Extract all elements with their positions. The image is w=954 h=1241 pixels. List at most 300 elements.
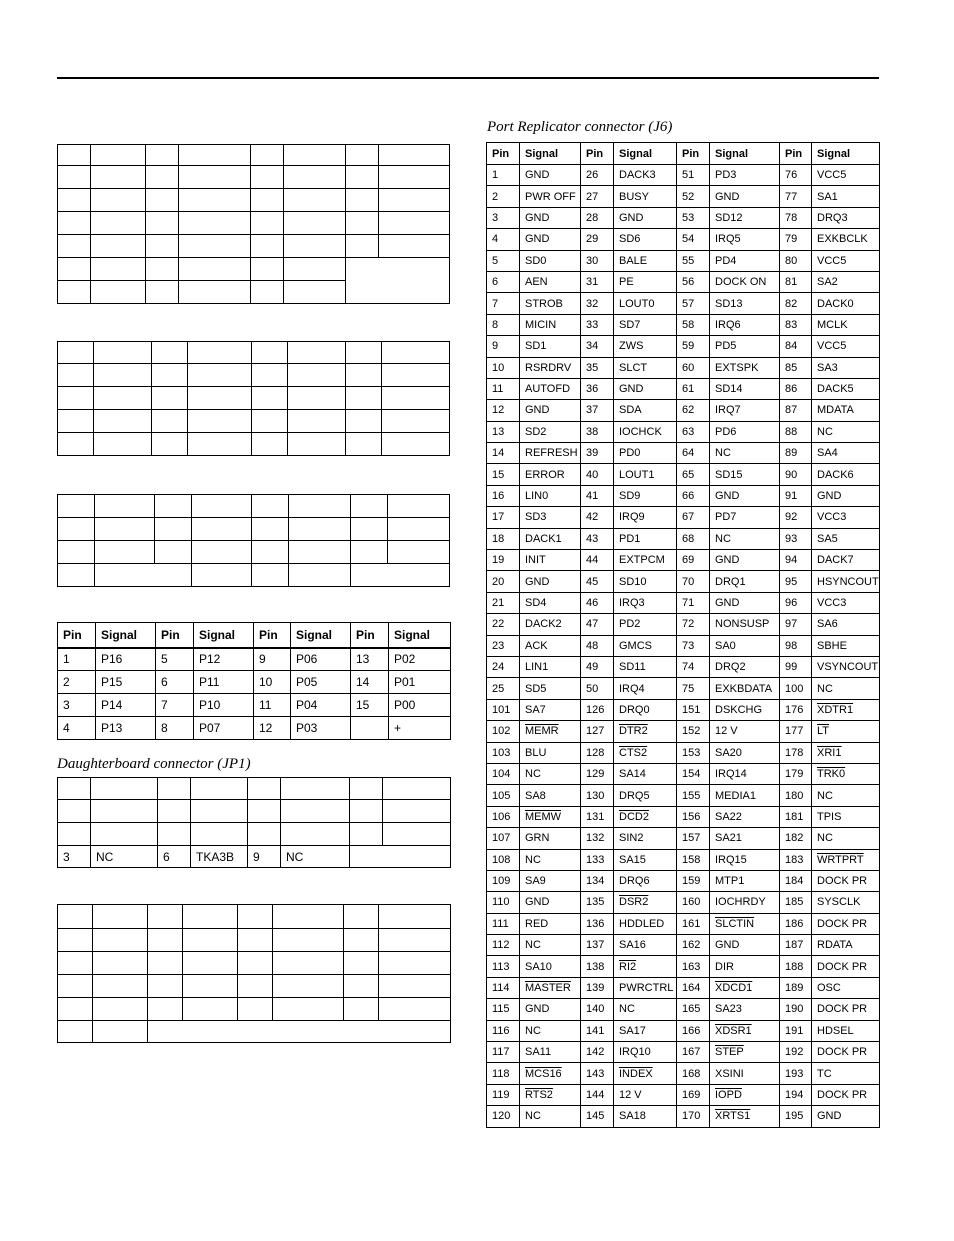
- signal-cell: DOCK ON: [710, 271, 780, 292]
- signal-cell: MEMW: [520, 806, 581, 827]
- signal-cell: NC: [520, 849, 581, 870]
- pin-cell: 100: [780, 678, 812, 699]
- table-row: [487, 378, 880, 399]
- signal-cell: SA22: [710, 806, 780, 827]
- pin-cell: 74: [677, 656, 710, 677]
- pin-cell: 71: [677, 592, 710, 613]
- signal-cell: GND: [710, 592, 780, 613]
- pin-cell: 24: [487, 656, 520, 677]
- pin-cell: 57: [677, 293, 710, 314]
- connector-table-3: [57, 494, 450, 587]
- signal-cell: DOCK PR: [812, 1042, 880, 1063]
- pin-cell: 51: [677, 165, 710, 186]
- signal-cell: GND: [812, 485, 880, 506]
- pin-cell: 58: [677, 314, 710, 335]
- signal-cell: SA11: [520, 1042, 581, 1063]
- signal-cell: DRQ3: [812, 207, 880, 228]
- signal-cell: HDSEL: [812, 1020, 880, 1041]
- pin-cell: 87: [780, 400, 812, 421]
- pin-cell: 75: [677, 678, 710, 699]
- pin-cell: 56: [677, 271, 710, 292]
- pin-cell: 54: [677, 229, 710, 250]
- signal-cell: SA15: [614, 849, 677, 870]
- signal-cell: VCC3: [812, 592, 880, 613]
- pin-cell: 77: [780, 186, 812, 207]
- signal-cell: AUTOFD: [520, 378, 581, 399]
- pin-cell: 179: [780, 763, 812, 784]
- signal-cell: ACK: [520, 635, 581, 656]
- signal-cell: GND: [710, 186, 780, 207]
- column-header: Signal: [710, 143, 780, 165]
- table-row: [487, 678, 880, 699]
- signal-cell: SBHE: [812, 635, 880, 656]
- signal-cell: XRI1: [812, 742, 880, 763]
- signal-cell: DRQ6: [614, 870, 677, 891]
- signal-cell: ZWS: [614, 336, 677, 357]
- pin-cell: 16: [487, 485, 520, 506]
- column-header: Pin: [677, 143, 710, 165]
- top-rule: [57, 77, 879, 79]
- signal-cell: SD9: [614, 485, 677, 506]
- pin-cell: 5: [487, 250, 520, 271]
- pin-cell: 109: [487, 870, 520, 891]
- pin-cell: 81: [780, 271, 812, 292]
- pin-cell: 68: [677, 528, 710, 549]
- signal-cell: NC: [710, 528, 780, 549]
- pin-cell: 159: [677, 870, 710, 891]
- pin-cell: 106: [487, 806, 520, 827]
- signal-cell: MCLK: [812, 314, 880, 335]
- pin-cell: 15: [487, 464, 520, 485]
- table-row: [487, 464, 880, 485]
- pin-cell: 180: [780, 785, 812, 806]
- pin-cell: 89: [780, 443, 812, 464]
- signal-cell: GND: [520, 400, 581, 421]
- signal-cell: VSYNCOUT: [812, 656, 880, 677]
- signal-cell: SYSCLK: [812, 892, 880, 913]
- pin-cell: 80: [780, 250, 812, 271]
- pin-cell: 27: [581, 186, 614, 207]
- signal-cell: XDCD1: [710, 977, 780, 998]
- signal-cell: INDEX: [614, 1063, 677, 1084]
- signal-cell: NC: [710, 443, 780, 464]
- signal-cell: LOUT0: [614, 293, 677, 314]
- pin-cell: 14: [487, 443, 520, 464]
- pin-cell: 36: [581, 378, 614, 399]
- pin-cell: 79: [780, 229, 812, 250]
- signal-cell: SLCT: [614, 357, 677, 378]
- table-row: [487, 314, 880, 335]
- signal-cell: CTS2: [614, 742, 677, 763]
- pin-cell: 93: [780, 528, 812, 549]
- table-row: 3 NC 6 TKA3B 9 NC: [58, 846, 451, 868]
- table-header-row: Pin Signal Pin Signal Pin Signal Pin Signal: [58, 623, 451, 648]
- signal-cell: WRTPRT: [812, 849, 880, 870]
- signal-cell: DRQ0: [614, 699, 677, 720]
- pin-cell: 110: [487, 892, 520, 913]
- pin-cell: 137: [581, 935, 614, 956]
- signal-cell: DACK0: [812, 293, 880, 314]
- pin-cell: 41: [581, 485, 614, 506]
- pin-cell: 186: [780, 913, 812, 934]
- signal-cell: XDSR1: [710, 1020, 780, 1041]
- signal-cell: SD5: [520, 678, 581, 699]
- signal-cell: GRN: [520, 828, 581, 849]
- table-row: [487, 357, 880, 378]
- signal-cell: IRQ6: [710, 314, 780, 335]
- pin-cell: 47: [581, 614, 614, 635]
- pin-cell: 88: [780, 421, 812, 442]
- pin-cell: 163: [677, 956, 710, 977]
- pin-cell: 73: [677, 635, 710, 656]
- signal-cell: PD2: [614, 614, 677, 635]
- pin-cell: 140: [581, 999, 614, 1020]
- pin-cell: 101: [487, 699, 520, 720]
- signal-cell: NC: [520, 935, 581, 956]
- pin-cell: 4: [487, 229, 520, 250]
- pin-cell: 112: [487, 935, 520, 956]
- pin-cell: 84: [780, 336, 812, 357]
- signal-cell: DACK3: [614, 165, 677, 186]
- table-row: [487, 806, 880, 827]
- signal-cell: NC: [520, 763, 581, 784]
- signal-cell: NC: [520, 1106, 581, 1127]
- pin-cell: 177: [780, 721, 812, 742]
- signal-cell: SA1: [812, 186, 880, 207]
- pin-cell: 104: [487, 763, 520, 784]
- signal-cell: DACK5: [812, 378, 880, 399]
- signal-cell: GND: [710, 550, 780, 571]
- pin-cell: 11: [487, 378, 520, 399]
- pin-cell: 61: [677, 378, 710, 399]
- pin-cell: 65: [677, 464, 710, 485]
- signal-cell: SD7: [614, 314, 677, 335]
- pin-cell: 134: [581, 870, 614, 891]
- table-row: [487, 571, 880, 592]
- table-row: [487, 1020, 880, 1041]
- signal-cell: SA17: [614, 1020, 677, 1041]
- pin-cell: 166: [677, 1020, 710, 1041]
- signal-cell: SA8: [520, 785, 581, 806]
- pin-cell: 32: [581, 293, 614, 314]
- signal-cell: 12 V: [710, 721, 780, 742]
- signal-cell: DOCK PR: [812, 913, 880, 934]
- signal-cell: SA10: [520, 956, 581, 977]
- table-row: [487, 635, 880, 656]
- table-row: [487, 186, 880, 207]
- signal-cell: BLU: [520, 742, 581, 763]
- pin-cell: 133: [581, 849, 614, 870]
- signal-cell: TRK0: [812, 763, 880, 784]
- pin-cell: 55: [677, 250, 710, 271]
- table-row: [487, 763, 880, 784]
- pin-cell: 138: [581, 956, 614, 977]
- pin-cell: 34: [581, 336, 614, 357]
- column-header: Signal: [614, 143, 677, 165]
- signal-cell: SD0: [520, 250, 581, 271]
- table-row: [487, 977, 880, 998]
- signal-cell: IRQ9: [614, 507, 677, 528]
- pin-cell: 135: [581, 892, 614, 913]
- table-row: [487, 935, 880, 956]
- signal-cell: IRQ14: [710, 763, 780, 784]
- signal-cell: GND: [520, 571, 581, 592]
- pin-cell: 152: [677, 721, 710, 742]
- signal-cell: $\overline{LT}$: [812, 721, 880, 742]
- pin-cell: 103: [487, 742, 520, 763]
- pin-cell: 64: [677, 443, 710, 464]
- pin-cell: 18: [487, 528, 520, 549]
- signal-cell: GMCS: [614, 635, 677, 656]
- pin-cell: 59: [677, 336, 710, 357]
- signal-cell: DRQ2: [710, 656, 780, 677]
- signal-cell: PD5: [710, 336, 780, 357]
- table-row: [487, 1063, 880, 1084]
- pin-cell: 48: [581, 635, 614, 656]
- pin-cell: 6: [487, 271, 520, 292]
- signal-cell: DACK1: [520, 528, 581, 549]
- table-row: 4 P13 8 P07 12 P03 +: [58, 717, 451, 740]
- table-row: [487, 550, 880, 571]
- table-row: [487, 913, 880, 934]
- connector-table-2: [57, 341, 450, 456]
- signal-cell: GND: [520, 207, 581, 228]
- signal-cell: DACK2: [520, 614, 581, 635]
- pin-cell: 115: [487, 999, 520, 1020]
- signal-cell: MEMR: [520, 721, 581, 742]
- signal-cell: EXKBDATA: [710, 678, 780, 699]
- signal-cell: NC: [812, 421, 880, 442]
- pin-cell: 195: [780, 1106, 812, 1127]
- pin-cell: 62: [677, 400, 710, 421]
- pin-cell: 1: [487, 165, 520, 186]
- pin-cell: 167: [677, 1042, 710, 1063]
- pin-cell: 193: [780, 1063, 812, 1084]
- table-row: [487, 421, 880, 442]
- pin-cell: 45: [581, 571, 614, 592]
- pin-cell: 76: [780, 165, 812, 186]
- pin-cell: 91: [780, 485, 812, 506]
- signal-cell: RSRDRV: [520, 357, 581, 378]
- table-row: [487, 742, 880, 763]
- signal-cell: VCC5: [812, 165, 880, 186]
- pin-cell: 189: [780, 977, 812, 998]
- pin-cell: 188: [780, 956, 812, 977]
- signal-cell: XRTS1: [710, 1106, 780, 1127]
- signal-cell: PWR OFF: [520, 186, 581, 207]
- pin-cell: 139: [581, 977, 614, 998]
- signal-cell: SD10: [614, 571, 677, 592]
- signal-cell: INIT: [520, 550, 581, 571]
- table-row: [487, 614, 880, 635]
- signal-cell: SA14: [614, 763, 677, 784]
- pin-cell: 118: [487, 1063, 520, 1084]
- signal-cell: DOCK PR: [812, 870, 880, 891]
- signal-cell: EXTSPK: [710, 357, 780, 378]
- signal-cell: SD4: [520, 592, 581, 613]
- pin-cell: 85: [780, 357, 812, 378]
- pin-cell: 176: [780, 699, 812, 720]
- signal-cell: 12 V: [614, 1084, 677, 1105]
- table-row: [487, 1084, 880, 1105]
- table-row: [487, 229, 880, 250]
- pin-cell: 151: [677, 699, 710, 720]
- pin-cell: 33: [581, 314, 614, 335]
- pin-cell: 95: [780, 571, 812, 592]
- signal-cell: MTP1: [710, 870, 780, 891]
- pin-cell: 69: [677, 550, 710, 571]
- signal-cell: NC: [520, 1020, 581, 1041]
- signal-cell: GND: [812, 1106, 880, 1127]
- pin-cell: 70: [677, 571, 710, 592]
- signal-cell: DRQ1: [710, 571, 780, 592]
- pin-cell: 8: [487, 314, 520, 335]
- table-row: [487, 336, 880, 357]
- table-row: [487, 892, 880, 913]
- signal-cell: VCC3: [812, 507, 880, 528]
- pin-cell: 136: [581, 913, 614, 934]
- table-row: [487, 250, 880, 271]
- signal-cell: SA18: [614, 1106, 677, 1127]
- table-row: [487, 828, 880, 849]
- table-row: [487, 528, 880, 549]
- signal-cell: SD1: [520, 336, 581, 357]
- column-header: Pin: [487, 143, 520, 165]
- signal-cell: GND: [520, 892, 581, 913]
- pin-cell: 82: [780, 293, 812, 314]
- column-header: Pin: [780, 143, 812, 165]
- pin-cell: 13: [487, 421, 520, 442]
- signal-cell: GND: [710, 935, 780, 956]
- signal-cell: NC: [812, 678, 880, 699]
- table-row: [487, 400, 880, 421]
- signal-cell: GND: [710, 485, 780, 506]
- table-row: [487, 1106, 880, 1127]
- pin-cell: 160: [677, 892, 710, 913]
- pin-cell: 128: [581, 742, 614, 763]
- signal-cell: IOCHRDY: [710, 892, 780, 913]
- signal-cell: XDTR1: [812, 699, 880, 720]
- signal-cell: GND: [614, 378, 677, 399]
- pin-cell: 130: [581, 785, 614, 806]
- pin-cell: 132: [581, 828, 614, 849]
- pin-cell: 194: [780, 1084, 812, 1105]
- daughterboard-table: [57, 777, 451, 868]
- pin-cell: 120: [487, 1106, 520, 1127]
- daughterboard-caption: Daughterboard connector (JP1): [57, 756, 251, 772]
- pin-cell: 191: [780, 1020, 812, 1041]
- signal-cell: HSYNCOUT: [812, 571, 880, 592]
- signal-cell: IRQ7: [710, 400, 780, 421]
- pin-cell: 99: [780, 656, 812, 677]
- signal-cell: DIR: [710, 956, 780, 977]
- pin-cell: 44: [581, 550, 614, 571]
- table-row: [487, 485, 880, 506]
- signal-cell: OSC: [812, 977, 880, 998]
- pin-cell: 185: [780, 892, 812, 913]
- table-header-row: [487, 143, 880, 165]
- pin-cell: 10: [487, 357, 520, 378]
- signal-cell: NC: [812, 828, 880, 849]
- signal-cell: DRQ5: [614, 785, 677, 806]
- signal-cell: IRQ15: [710, 849, 780, 870]
- signal-cell: GND: [520, 165, 581, 186]
- signal-cell: SA23: [710, 999, 780, 1020]
- pin-cell: 154: [677, 763, 710, 784]
- signal-cell: SA7: [520, 699, 581, 720]
- signal-cell: DOCK PR: [812, 956, 880, 977]
- pin-cell: 46: [581, 592, 614, 613]
- signal-cell: RDATA: [812, 935, 880, 956]
- pin-cell: 26: [581, 165, 614, 186]
- pin-cell: 2: [487, 186, 520, 207]
- pin-cell: 98: [780, 635, 812, 656]
- pin-cell: 169: [677, 1084, 710, 1105]
- signal-cell: VCC5: [812, 250, 880, 271]
- pin-cell: 108: [487, 849, 520, 870]
- signal-cell: LIN0: [520, 485, 581, 506]
- pin-cell: 131: [581, 806, 614, 827]
- pin-cell: 126: [581, 699, 614, 720]
- pin-cell: 63: [677, 421, 710, 442]
- pin-cell: 153: [677, 742, 710, 763]
- signal-cell: IRQ4: [614, 678, 677, 699]
- signal-cell: PD4: [710, 250, 780, 271]
- pin-cell: 141: [581, 1020, 614, 1041]
- signal-cell: GND: [520, 229, 581, 250]
- signal-cell: DTR2: [614, 721, 677, 742]
- pin-cell: 35: [581, 357, 614, 378]
- pin-cell: 114: [487, 977, 520, 998]
- signal-cell: IRQ3: [614, 592, 677, 613]
- signal-cell: MICIN: [520, 314, 581, 335]
- signal-cell: SD6: [614, 229, 677, 250]
- signal-cell: RI2: [614, 956, 677, 977]
- pin-cell: 23: [487, 635, 520, 656]
- table-row: [487, 507, 880, 528]
- pin-cell: 66: [677, 485, 710, 506]
- column-header: Signal: [520, 143, 581, 165]
- table-row: [487, 293, 880, 314]
- pin-cell: 29: [581, 229, 614, 250]
- signal-cell: SIN2: [614, 828, 677, 849]
- signal-cell: EXKBCLK: [812, 229, 880, 250]
- signal-cell: DACK7: [812, 550, 880, 571]
- pin-cell: 20: [487, 571, 520, 592]
- pin-cell: 86: [780, 378, 812, 399]
- pin-cell: 161: [677, 913, 710, 934]
- signal-cell: PD1: [614, 528, 677, 549]
- signal-cell: PE: [614, 271, 677, 292]
- signal-cell: NONSUSP: [710, 614, 780, 635]
- signal-cell: MEDIA1: [710, 785, 780, 806]
- signal-cell: SD13: [710, 293, 780, 314]
- pin-cell: 92: [780, 507, 812, 528]
- signal-cell: MASTER: [520, 977, 581, 998]
- table-row: [487, 443, 880, 464]
- pin-cell: 43: [581, 528, 614, 549]
- pin-cell: 111: [487, 913, 520, 934]
- signal-cell: PD0: [614, 443, 677, 464]
- pin-cell: 94: [780, 550, 812, 571]
- pin-cell: 165: [677, 999, 710, 1020]
- signal-cell: SA16: [614, 935, 677, 956]
- signal-cell: DOCK PR: [812, 999, 880, 1020]
- signal-cell: TC: [812, 1063, 880, 1084]
- signal-cell: SA9: [520, 870, 581, 891]
- connector-table-1: [57, 144, 450, 304]
- pin-cell: 25: [487, 678, 520, 699]
